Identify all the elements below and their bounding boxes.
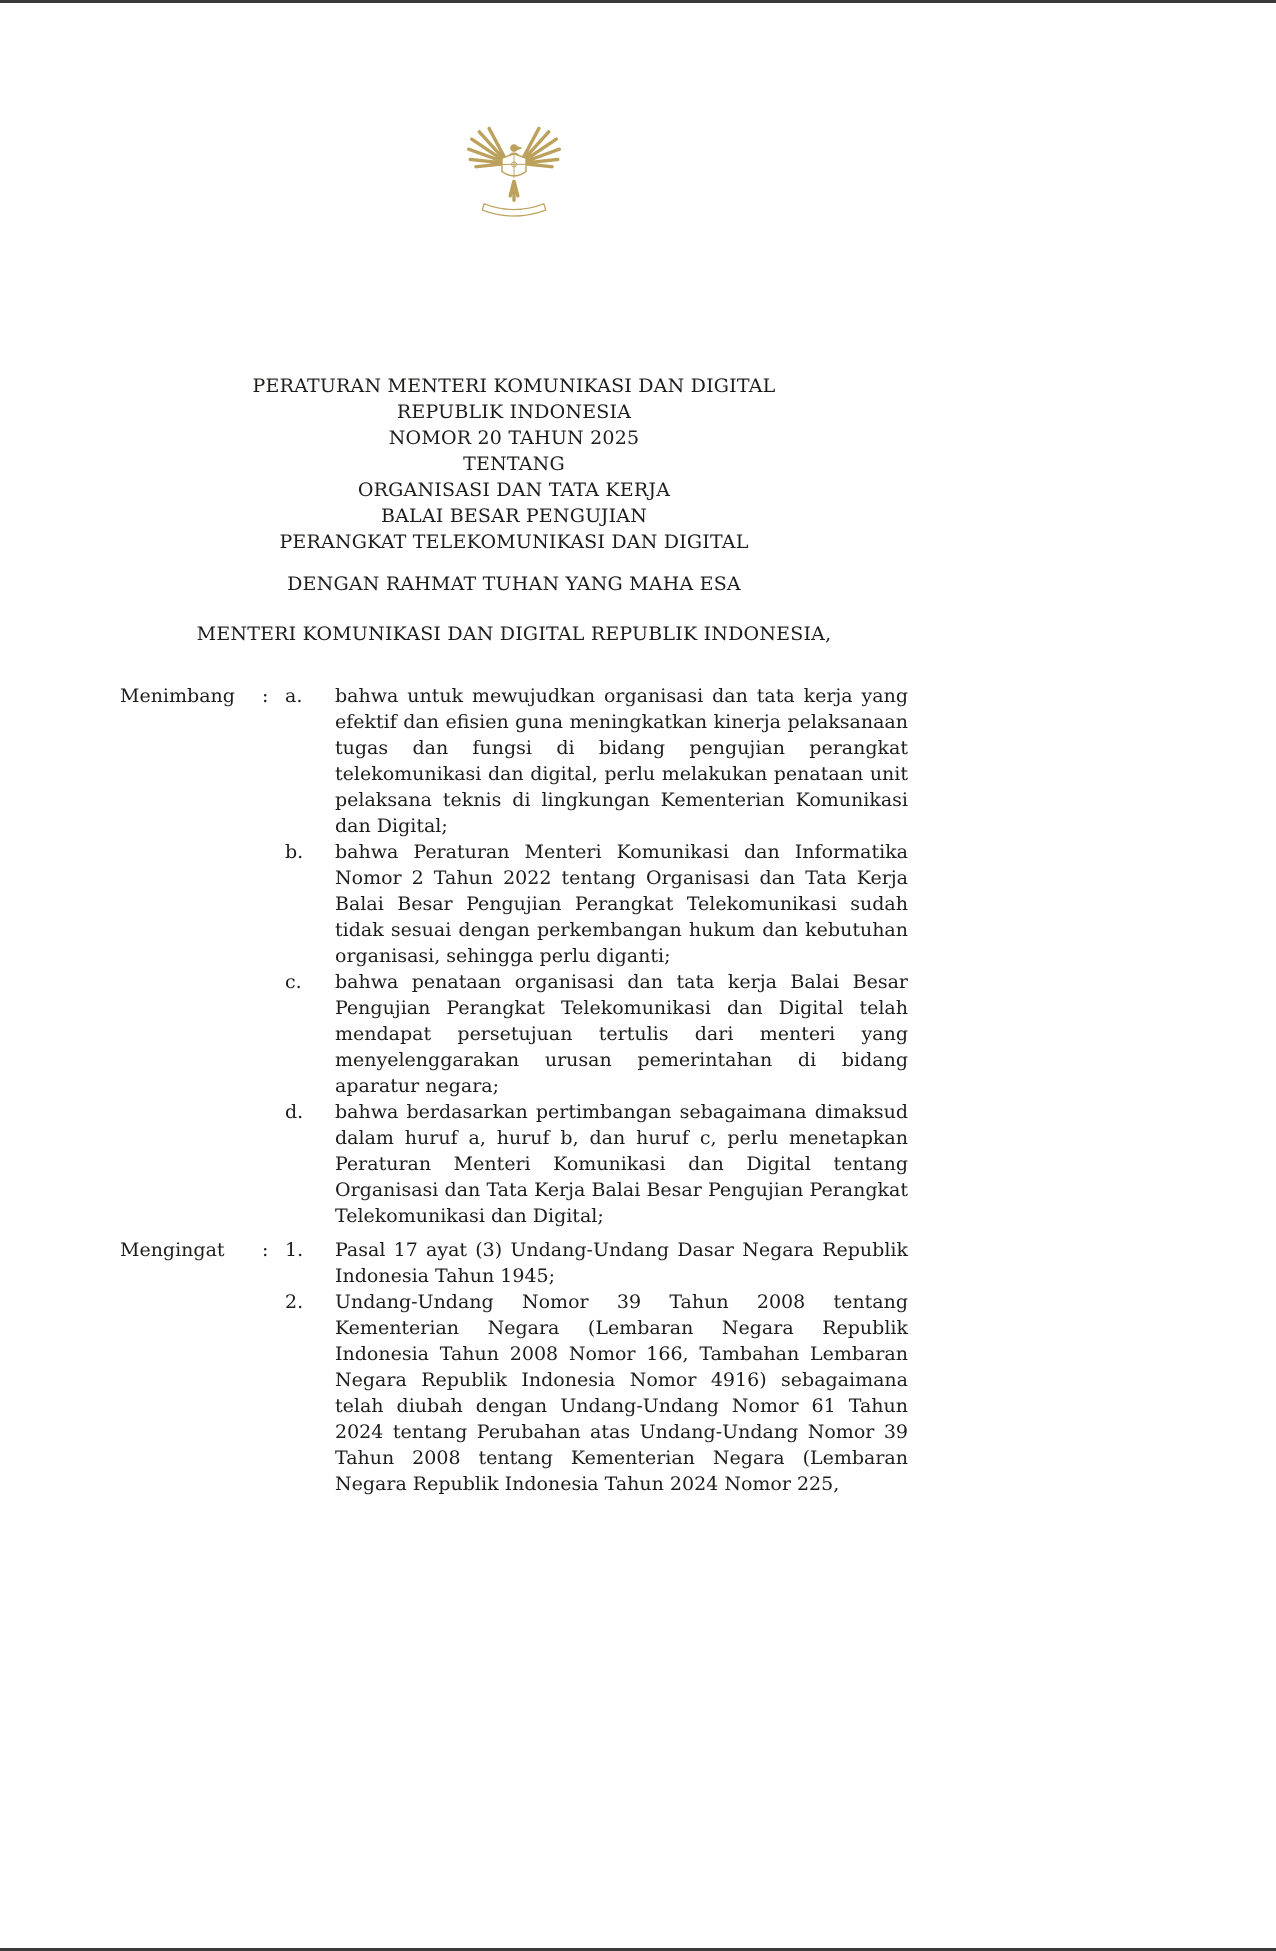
regulation-title: [120, 373, 908, 555]
mengingat-item: [285, 1289, 908, 1497]
regulation-title-line: REPUBLIK INDONESIA: [396, 401, 632, 423]
item-marker: c.: [285, 971, 302, 993]
menimbang-item: [285, 1099, 908, 1229]
item-text: bahwa Peraturan Menteri Komunikasi dan Informatika Nomor 2 Tahun 2022 tentang Organisasi dan Tata Kerja Balai Besar Pengujian Perangkat Telekomunikasi sudah tidak sesuai dengan perkembangan hukum dan kebutuhan organisasi, sehingga perlu diganti;: [335, 841, 908, 967]
menimbang-section: [120, 683, 908, 1229]
menimbang-items: [285, 683, 908, 1229]
regulation-title-line: ORGANISASI DAN TATA KERJA: [357, 479, 671, 501]
mengingat-items: [285, 1237, 908, 1497]
item-text: bahwa penataan organisasi dan tata kerja Balai Besar Pengujian Perangkat Telekomunikasi dan Digital telah mendapat persetujuan tertulis dari menteri yang menyelenggarakan urusan pemerintahan di bidang aparatur negara;: [335, 971, 908, 1097]
menimbang-colon: :: [262, 685, 269, 707]
invocation-line: DENGAN RAHMAT TUHAN YANG MAHA ESA: [287, 573, 741, 595]
item-text: Undang-Undang Nomor 39 Tahun 2008 tentang Kementerian Negara (Lembaran Negara Republik Indonesia Tahun 2008 Nomor 166, Tambahan Lembaran Negara Republik Indonesia Nomor 4916) sebagaimana telah diubah dengan Undang-Undang Nomor 61 Tahun 2024 tentang Perubahan atas Undang-Undang Nomor 39 Tahun 2008 tentang Kementerian Negara (Lembaran Negara Republik Indonesia Tahun 2024 Nomor 225,: [335, 1291, 908, 1495]
regulation-title-line: PERANGKAT TELEKOMUNIKASI DAN DIGITAL: [279, 531, 749, 553]
mengingat-label: Mengingat: [120, 1239, 225, 1261]
menimbang-item: [285, 683, 908, 839]
regulation-title-line: BALAI BESAR PENGUJIAN: [380, 505, 648, 527]
mengingat-colon: :: [262, 1239, 269, 1261]
document-page: [120, 100, 908, 1497]
item-marker: 1.: [285, 1239, 304, 1261]
authority-line: MENTERI KOMUNIKASI DAN DIGITAL REPUBLIK INDONESIA,: [196, 623, 832, 645]
item-marker: a.: [285, 685, 303, 707]
emblem-wrap: [120, 100, 908, 223]
item-marker: b.: [285, 841, 304, 863]
garuda-pancasila-emblem: [461, 100, 567, 223]
regulation-title-line: PERATURAN MENTERI KOMUNIKASI DAN DIGITAL: [252, 375, 776, 397]
regulation-title-line: TENTANG: [463, 453, 565, 475]
menimbang-item: [285, 839, 908, 969]
mengingat-section: [120, 1237, 908, 1497]
item-text: Pasal 17 ayat (3) Undang-Undang Dasar Negara Republik Indonesia Tahun 1945;: [335, 1239, 908, 1287]
menimbang-item: [285, 969, 908, 1099]
item-marker: 2.: [285, 1291, 304, 1313]
menimbang-label: Menimbang: [120, 685, 235, 707]
regulation-title-line: NOMOR 20 TAHUN 2025: [388, 427, 640, 449]
mengingat-item: [285, 1237, 908, 1289]
item-marker: d.: [285, 1101, 304, 1123]
item-text: bahwa berdasarkan pertimbangan sebagaimana dimaksud dalam huruf a, huruf b, dan huruf c, perlu menetapkan Peraturan Menteri Komunikasi dan Digital tentang Organisasi dan Tata Kerja Balai Besar Pengujian Perangkat Telekomunikasi dan Digital;: [335, 1101, 908, 1227]
scan-edge-top: [0, 0, 1276, 3]
item-text: bahwa untuk mewujudkan organisasi dan tata kerja yang efektif dan efisien guna meningkatkan kinerja pelaksanaan tugas dan fungsi di bidang pengujian perangkat telekomunikasi dan digital, perlu melakukan penataan unit pelaksana teknis di lingkungan Kementerian Komunikasi dan Digital;: [335, 685, 908, 837]
